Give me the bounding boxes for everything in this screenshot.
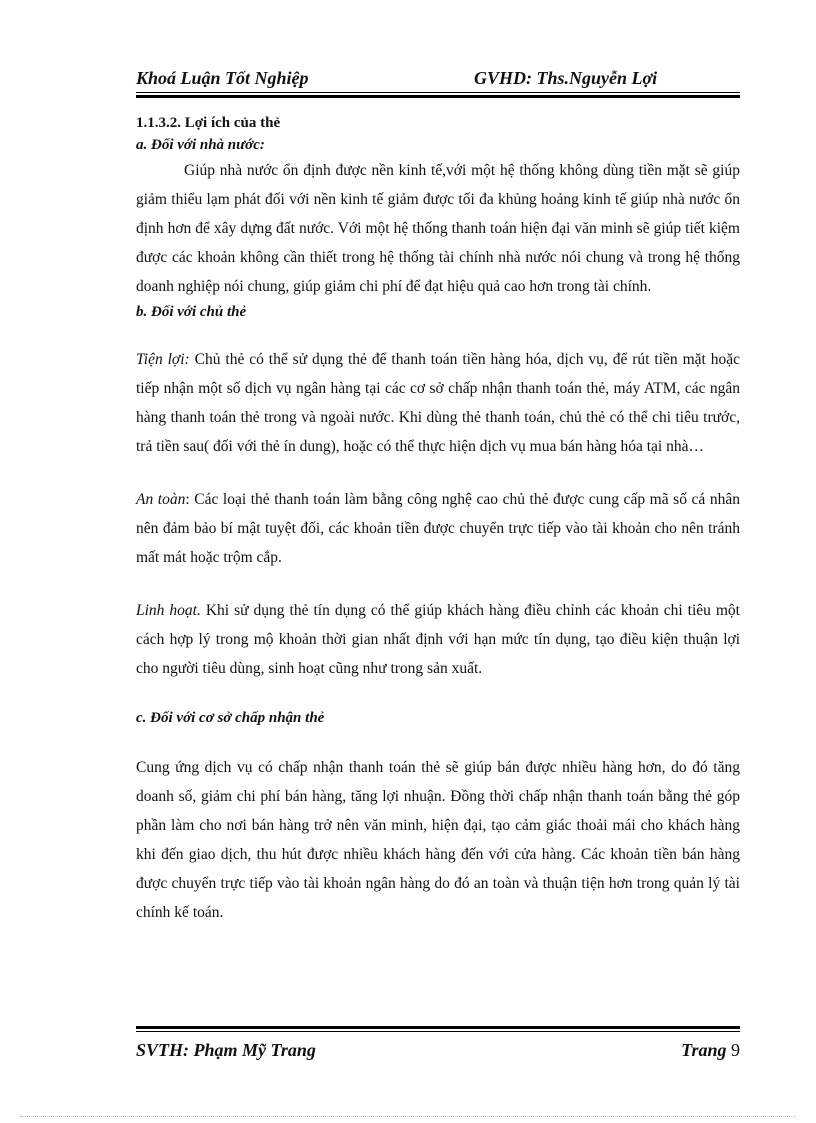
section-heading: 1.1.3.2. Lợi ích của thẻ: [136, 115, 281, 131]
subsection-a-heading: a. Đối với nhà nước:: [136, 137, 265, 153]
benefit-text: : Các loại thẻ thanh toán làm bằng công nghệ cao chủ thẻ được cung cấp mã số cá nhân nên đảm bảo bí mật tuyệt đối, các khoản tiền được chuyển trực tiếp vào tài khoản cho nên tránh mất mát hoặc trộm cắp.: [136, 491, 740, 566]
header-advisor: GVHD: Ths.Nguyễn Lợi: [474, 68, 658, 88]
footer-divider-thick: [136, 1026, 740, 1029]
benefit-term: Linh hoạt.: [136, 602, 201, 619]
subsection-c-paragraph: Cung ứng dịch vụ có chấp nhận thanh toán thẻ sẽ giúp bán được nhiều hàng hơn, do đó tăng doanh số, giảm chi phí bán hàng, tăng lợi nhuận. Đồng thời chấp nhận thanh toán bằng thẻ góp phần làm cho nơi bán hàng trở nên văn minh, hiện đại, tạo cảm giác thoải mái cho khách hàng khi đến giao dịch, thu hút được nhiều khách hàng đến với cửa hàng. Các khoản tiền bán hàng được chuyển trực tiếp vào tài khoản ngân hàng do đó an toàn và thuận tiện hơn trong quản lý tài chính kế toán.: [136, 759, 740, 921]
header-thesis-title: Khoá Luận Tốt Nghiệp: [136, 68, 309, 88]
header-divider-thick: [136, 95, 740, 98]
benefit-text: Khi sử dụng thẻ tín dụng có thể giúp khách hàng điều chỉnh các khoản chi tiêu một cách hợp lý trong mộ khoản thời gian nhất định với hạn mức tín dụng, tạo điều kiện thuận lợi cho người tiêu dùng, sinh hoạt cũng như trong sản xuất.: [136, 602, 740, 677]
page-number: 9: [731, 1040, 740, 1060]
benefit-term: Tiện lợi:: [136, 351, 190, 368]
page-bottom-dotted-rule: [20, 1116, 796, 1117]
benefit-term: An toàn: [136, 491, 186, 508]
page-header: [136, 68, 740, 92]
subsection-b-heading: b. Đối với chủ thẻ: [136, 304, 247, 320]
footer-page-label: Trang: [681, 1040, 727, 1060]
subsection-a-paragraph: Giúp nhà nước ổn định được nền kinh tế,với một hệ thống không dùng tiền mặt sẽ giúp giảm thiểu lạm phát đối với nền kinh tế giảm được tối đa khủng hoảng kinh tế giúp nhà nước ổn định hơn để xây dựng đất nước. Với một hệ thống thanh toán hiện đại văn minh sẽ giúp tiết kiệm được các khoản không cần thiết trong hệ thống tài chính nhà nước nói chung và trong hệ thống doanh nghiệp nói chung, giúp giảm chi phí để đạt hiệu quả cao hơn trong tài chính.: [136, 162, 740, 295]
footer-student: SVTH: Phạm Mỹ Trang: [136, 1040, 316, 1060]
header-divider-thin: [136, 92, 740, 93]
subsection-c-heading: c. Đối với cơ sở chấp nhận thẻ: [136, 710, 325, 726]
benefit-text: Chủ thẻ có thể sử dụng thẻ để thanh toán tiền hàng hóa, dịch vụ, để rút tiền mặt hoặc tiếp nhận một số dịch vụ ngân hàng tại các cơ sở chấp nhận thanh toán thẻ, máy ATM, các ngân hàng thanh toán thẻ trong và ngoài nước. Khi dùng thẻ thanh toán, chủ thẻ có thể chi tiêu trước, trả tiền sau( đối với thẻ ín dung), hoặc có thể thực hiện dịch vụ mua bán hàng hóa tại nhà…: [136, 351, 740, 455]
benefit-paragraph-safety: [136, 485, 740, 572]
benefit-paragraph-flexibility: [136, 596, 740, 683]
page-footer: [136, 1040, 740, 1064]
footer-page: [681, 1040, 740, 1061]
benefit-paragraph-convenience: [136, 345, 740, 461]
footer-divider-thin: [136, 1031, 740, 1032]
page-body: [136, 112, 740, 927]
